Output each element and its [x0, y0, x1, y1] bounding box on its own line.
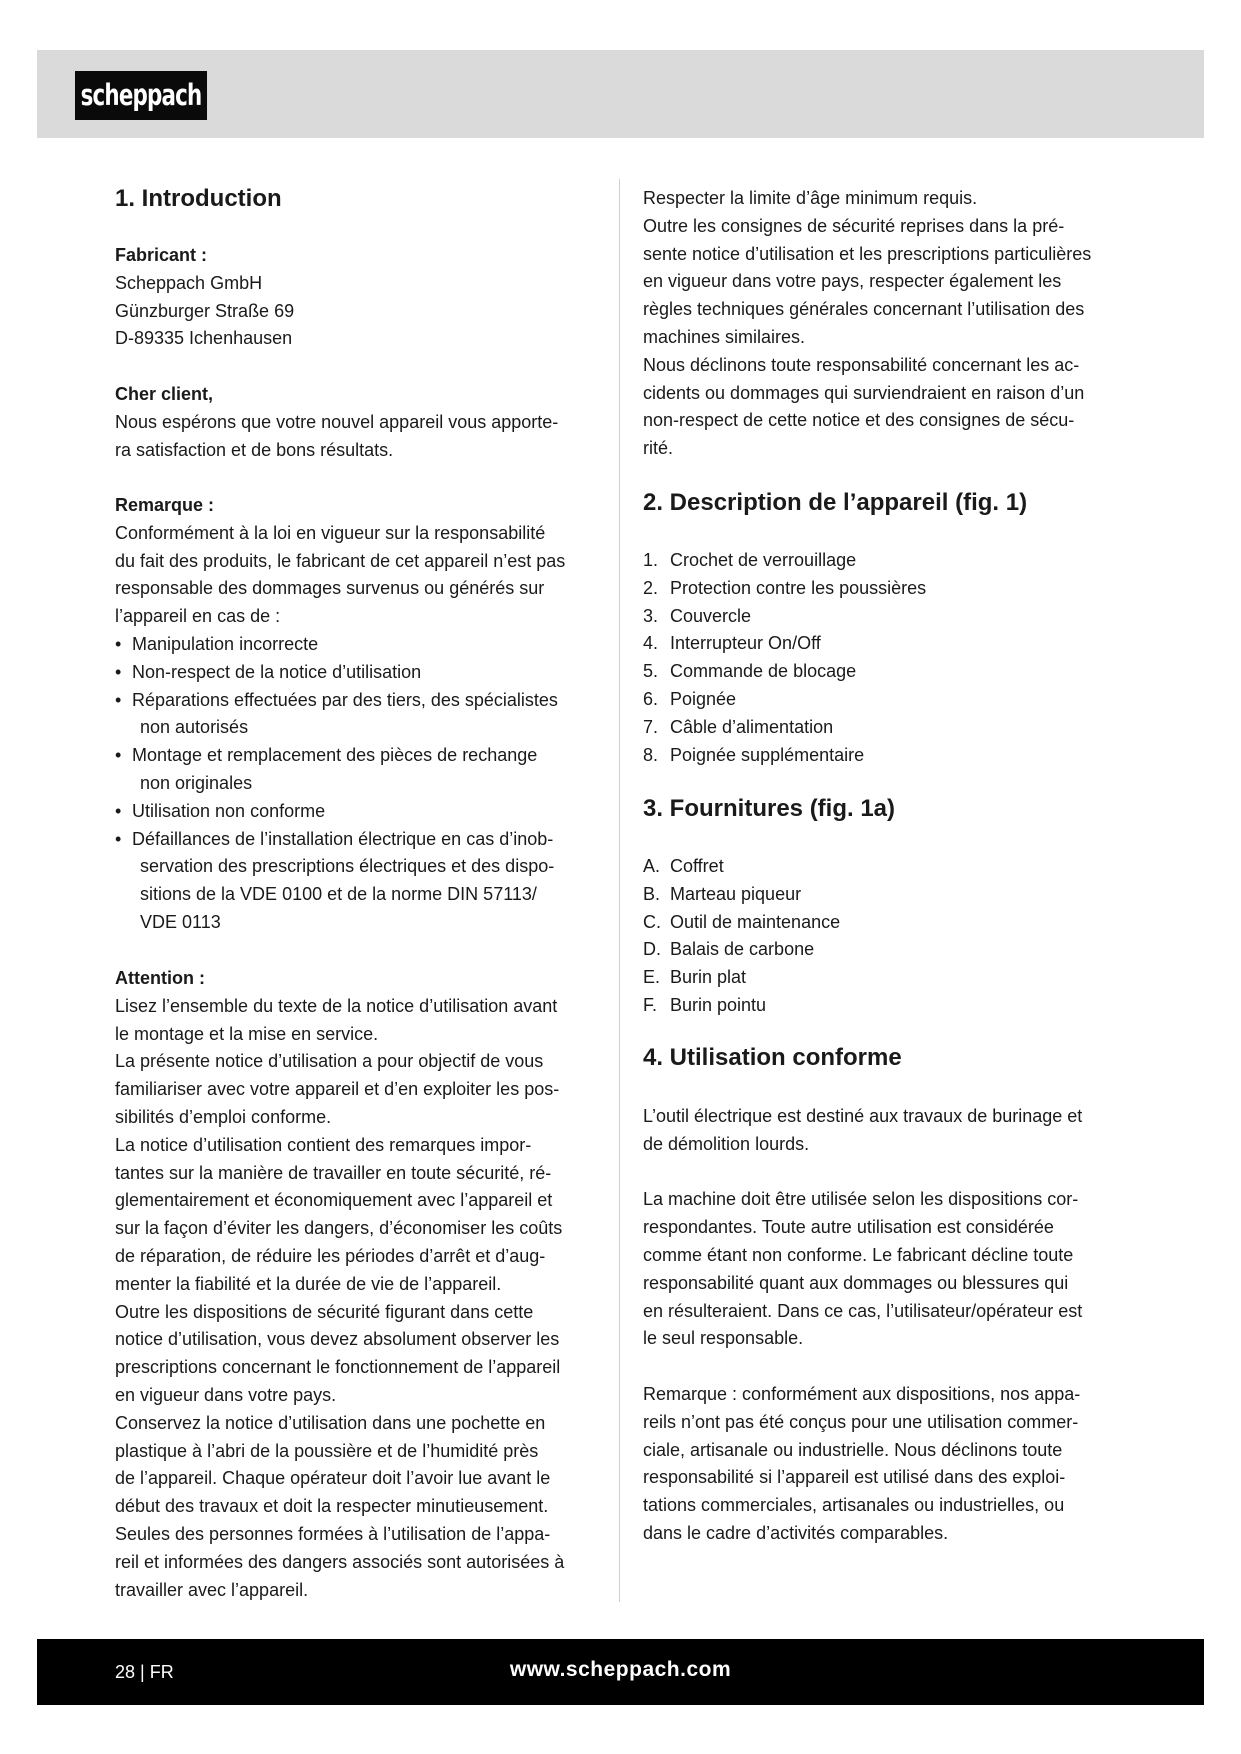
block-label: Remarque :	[115, 495, 215, 515]
text-line: Conservez la notice d’utilisation dans une pochette en	[115, 1412, 546, 1433]
text-line: Nous déclinons toute responsabilité concernant les ac-	[643, 354, 1080, 375]
bullet-text: Défaillances de l’installation électrique en cas d’inob-	[132, 828, 554, 849]
bullet-text: Manipulation incorrecte	[132, 633, 319, 654]
manufacturer-block	[115, 242, 620, 353]
item-number: 4.	[643, 633, 659, 654]
section-title-supplies: 3. Fournitures (fig. 1a)	[643, 795, 896, 822]
text-line: D-89335 Ichenhausen	[115, 328, 293, 349]
item-label: Câble d’alimentation	[670, 716, 834, 737]
text-line: VDE 0113	[140, 911, 221, 932]
item-number: 7.	[643, 716, 659, 737]
item-label: Balais de carbone	[670, 939, 815, 960]
supplies-list	[643, 853, 1145, 1020]
list-item	[643, 547, 1145, 575]
item-label: Couvercle	[670, 605, 752, 626]
text-line: notice d’utilisation, vous devez absolument observer les	[115, 1329, 560, 1350]
text-line: Seules des personnes formées à l’utilisation de l’appa-	[115, 1523, 551, 1544]
text-line: glementairement et économiquement avec l’appareil et	[115, 1190, 553, 1211]
text-line: non-respect de cette notice et des consignes de sécu-	[643, 410, 1075, 431]
block-label: Attention :	[115, 968, 205, 988]
item-label: Outil de maintenance	[670, 911, 841, 932]
text-line: sitions de la VDE 0100 et de la norme DIN 57113/	[140, 884, 537, 905]
item-number: 1.	[643, 550, 659, 570]
list-item	[643, 936, 1145, 964]
text-line: Lisez l’ensemble du texte de la notice d’utilisation avant	[115, 995, 558, 1016]
section-title-introduction: 1. Introduction	[115, 185, 282, 212]
list-item	[643, 853, 1145, 881]
list-item	[643, 909, 1145, 937]
item-label: Interrupteur On/Off	[670, 633, 821, 654]
item-label: Coffret	[670, 856, 724, 876]
list-item	[643, 603, 1145, 631]
bullet-text: Non-respect de la notice d’utilisation	[132, 661, 422, 682]
text-line: début des travaux et doit la respecter minutieusement.	[115, 1496, 549, 1517]
text-line: sibilités d’emploi conforme.	[115, 1106, 332, 1127]
item-number: 5.	[643, 661, 659, 682]
item-label: Burin pointu	[670, 994, 767, 1015]
text-line: La présente notice d’utilisation a pour objectif de vous	[115, 1051, 544, 1072]
text-line: L’outil électrique est destiné aux travaux de burinage et	[643, 1106, 1083, 1126]
item-label: Protection contre les poussières	[670, 577, 927, 598]
item-number: 3.	[643, 605, 659, 626]
section-title-description: 2. Description de l’appareil (fig. 1)	[643, 489, 1028, 516]
scheppach-logo: scheppach	[75, 71, 207, 120]
item-number: D.	[643, 939, 661, 960]
item-number: 2.	[643, 577, 659, 598]
text-line: reils n’ont pas été conçus pour une utilisation commer-	[643, 1411, 1079, 1432]
item-number: E.	[643, 967, 661, 988]
bullet-text: Montage et remplacement des pièces de rechange	[132, 745, 538, 766]
text-line: responsabilité si l’appareil est utilisé dans des exploi-	[643, 1467, 1066, 1488]
list-item	[643, 630, 1145, 658]
text-line: reil et informées des dangers associés sont autorisées à	[115, 1551, 565, 1572]
item-number: B.	[643, 883, 661, 904]
text-line: Nous espérons que votre nouvel appareil vous apporte-	[115, 411, 559, 432]
text-line: de réparation, de réduire les périodes d’arrêt et d’aug-	[115, 1245, 546, 1266]
list-item	[643, 658, 1145, 686]
page-footer	[37, 1639, 1204, 1705]
item-label: Poignée	[670, 688, 737, 709]
text-line: Outre les dispositions de sécurité figurant dans cette	[115, 1301, 534, 1322]
bullet-icon: •	[115, 633, 122, 654]
text-line: ra satisfaction et de bons résultats.	[115, 439, 394, 460]
website-link[interactable]: www.scheppach.com	[509, 1658, 732, 1681]
text-line: Remarque : conformément aux dispositions, nos appa-	[643, 1383, 1081, 1404]
text-line: menter la fiabilité et la durée de vie de l’appareil.	[115, 1273, 502, 1294]
text-line: responsable des dommages survenus ou générés sur	[115, 578, 545, 599]
block-label: Fabricant :	[115, 245, 208, 265]
attention-block	[115, 965, 620, 1604]
list-item	[643, 964, 1145, 992]
bullet-icon: •	[115, 661, 122, 682]
bullet-text: Réparations effectuées par des tiers, des spécialistes	[132, 689, 558, 710]
bullet-item	[115, 798, 620, 826]
text-line	[643, 1353, 1145, 1381]
list-item	[643, 992, 1145, 1020]
text-line: Outre les consignes de sécurité reprises dans la pré-	[643, 215, 1065, 236]
bullet-item	[115, 742, 620, 770]
text-line: La notice d’utilisation contient des remarques impor-	[115, 1134, 532, 1155]
text-line: La machine doit être utilisée selon les dispositions cor-	[643, 1189, 1079, 1210]
text-line: Scheppach GmbH	[115, 272, 263, 293]
text-line: plastique à l’abri de la poussière et de l’humidité près	[115, 1440, 539, 1461]
text-line: rité.	[643, 438, 674, 459]
bullet-icon: •	[115, 745, 122, 766]
item-label: Marteau piqueur	[670, 883, 802, 904]
list-item	[643, 714, 1145, 742]
text-line: dans le cadre d’activités comparables.	[643, 1522, 949, 1543]
page-header	[37, 50, 1204, 138]
text-line: de démolition lourds.	[643, 1133, 810, 1154]
text-line: prescriptions concernant le fonctionnement de l’appareil	[115, 1357, 561, 1378]
text-line: tantes sur la manière de travailler en toute sécurité, ré-	[115, 1162, 552, 1183]
text-line: familiariser avec votre appareil et d’en exploiter les pos-	[115, 1079, 560, 1100]
text-line: responsabilité quant aux dommages ou blessures qui	[643, 1272, 1069, 1293]
remark-block	[115, 492, 620, 937]
intended-use-text	[643, 1103, 1145, 1548]
item-number: 8.	[643, 744, 659, 765]
item-label: Commande de blocage	[670, 661, 857, 682]
text-line: cidents ou dommages qui surviendraient en raison d’un	[643, 382, 1085, 403]
bullet-item	[115, 631, 620, 659]
text-line: travailler avec l’appareil.	[115, 1579, 309, 1600]
list-item	[643, 575, 1145, 603]
item-number: C.	[643, 911, 661, 932]
text-line: servation des prescriptions électriques et des dispo-	[140, 856, 555, 877]
list-item	[643, 742, 1145, 770]
list-item	[643, 686, 1145, 714]
item-number: 6.	[643, 688, 659, 709]
text-line: en résulteraient. Dans ce cas, l’utilisateur/opérateur est	[643, 1300, 1083, 1321]
text-line: comme étant non conforme. Le fabricant décline toute	[643, 1244, 1074, 1265]
text-line: sur la façon d’éviter les dangers, d’économiser les coûts	[115, 1218, 563, 1239]
item-label: Burin plat	[670, 967, 747, 988]
text-line: machines similaires.	[643, 326, 806, 347]
list-item	[643, 881, 1145, 909]
text-line: respondantes. Toute autre utilisation est considérée	[643, 1217, 1054, 1238]
bullet-item	[115, 659, 620, 687]
item-number: F.	[643, 994, 658, 1015]
section-title-intended-use: 4. Utilisation conforme	[643, 1044, 902, 1071]
block-label: Cher client,	[115, 384, 214, 404]
text-line: du fait des produits, le fabricant de cet appareil n’est pas	[115, 550, 566, 571]
text-line	[643, 1159, 1145, 1187]
text-line: le montage et la mise en service.	[115, 1023, 379, 1044]
text-line: en vigueur dans votre pays.	[115, 1384, 337, 1405]
item-label: Crochet de verrouillage	[670, 550, 857, 570]
bullet-icon: •	[115, 800, 122, 821]
text-line: Respecter la limite d’âge minimum requis.	[643, 188, 978, 208]
item-label: Poignée supplémentaire	[670, 744, 865, 765]
text-line: Günzburger Straße 69	[115, 300, 295, 321]
item-number: A.	[643, 856, 661, 876]
text-line: en vigueur dans votre pays, respecter également les	[643, 271, 1062, 292]
text-line: tations commerciales, artisanales ou industrielles, ou	[643, 1495, 1065, 1516]
text-line: non autorisés	[140, 717, 249, 738]
safety-intro-block	[643, 185, 1145, 463]
bullet-icon: •	[115, 689, 122, 710]
page-number: 28 | FR	[115, 1662, 174, 1682]
customer-greeting-block	[115, 381, 620, 464]
text-line: règles techniques générales concernant l’utilisation des	[643, 299, 1085, 320]
bullet-item	[115, 826, 620, 854]
text-line: de l’appareil. Chaque opérateur doit l’avoir lue avant le	[115, 1468, 551, 1489]
bullet-item	[115, 687, 620, 715]
text-line: sente notice d’utilisation et les prescriptions particulières	[643, 243, 1092, 264]
text-line: le seul responsable.	[643, 1328, 804, 1349]
text-line: l’appareil en cas de :	[115, 606, 281, 627]
text-line: ciale, artisanale ou industrielle. Nous déclinons toute	[643, 1439, 1063, 1460]
bullet-icon: •	[115, 828, 122, 849]
text-line: non originales	[140, 772, 253, 793]
bullet-text: Utilisation non conforme	[132, 800, 326, 821]
text-line: Conformément à la loi en vigueur sur la responsabilité	[115, 522, 546, 543]
parts-list	[643, 547, 1145, 769]
